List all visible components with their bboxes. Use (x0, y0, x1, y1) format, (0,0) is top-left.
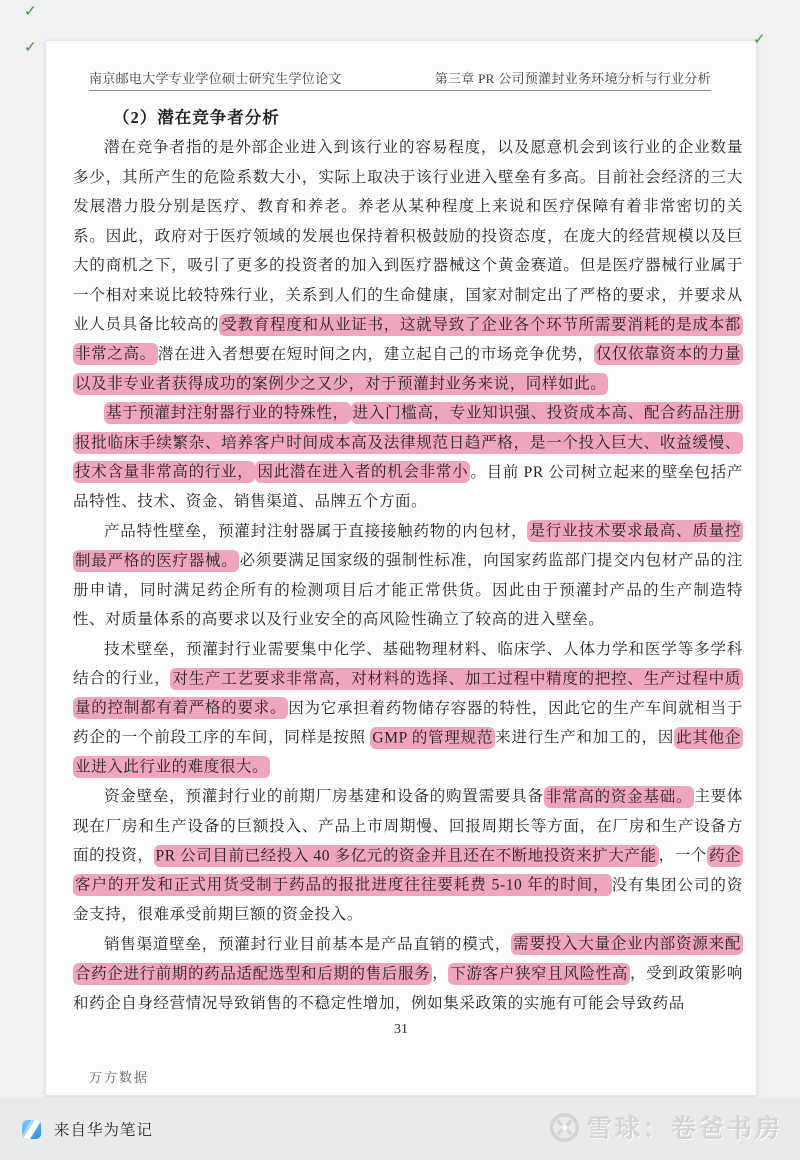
text-run: 没有集团公司的资金支持，很难承受前期巨额的资金投入。 (73, 876, 743, 923)
thesis-page (45, 40, 757, 1096)
text-run: 主要体现在厂房和生产设备的巨额投入、产品上市周期慢、回报周期长等方面，在厂房和生产设备方面的投资， (73, 788, 743, 864)
highlighted-text-run: 仅仅依靠资本的力量以及非专业者获得成功的案例少之又少，对于预灌封业务来说，同样如此。 (73, 343, 743, 395)
thesis-body-text (73, 133, 743, 1018)
paragraph (73, 930, 743, 1019)
highlighted-text-run: 需要投入大量企业内部资源来配合药企进行前期的药品适配选型和后期的售后服务 (73, 933, 743, 985)
pen-glyph (23, 1120, 41, 1139)
highlighted-text-run: 进入门槛高，专业知识强、投资成本高、配合药品注册报批临床手续繁杂、培养客户时间成本高及法律规范日趋严格，是一个投入巨大、收益缓慢、技术含量非常高的行业， (73, 402, 743, 483)
green-check-icon: ✓ (24, 38, 37, 56)
highlighted-text-run: PR 公司目前已经投入 40 多亿元的资金并且还在不断地投资来扩大产能 (154, 845, 659, 867)
highlighted-text-run: 此其他企业进入此行业的难度很大。 (73, 727, 743, 779)
highlighted-text-run: 是行业技术要求最高、质量控制最严格的医疗器械。 (73, 520, 743, 572)
text-run: 来进行生产和加工的，因 (495, 729, 675, 746)
source-label: 来自华为笔记 (54, 1122, 154, 1139)
highlighted-text-run: 药企客户的开发和正式用货受制于药品的报批进度往往要耗费 5-10 年的时间， (73, 845, 743, 897)
paragraph (73, 782, 743, 930)
header-left-title: 南京邮电大学专业学位硕士研究生学位论文 (89, 71, 342, 86)
highlighted-text-run: 非常高的资金基础。 (544, 786, 695, 808)
text-run: 潜在进入者想要在短时间之内，建立起自己的市场竞争优势， (157, 345, 594, 363)
paragraph (73, 517, 743, 635)
paragraph (73, 635, 743, 783)
paragraph (73, 399, 743, 517)
text-run: 资金壁垒，预灌封行业的前期厂房基建和设备的购置需要具备 (104, 788, 544, 805)
watermark-text: 雪球：卷爸书房 (586, 1115, 783, 1143)
text-run: 产品特性壁垒，预灌封注射器属于直接接触药物的内包材， (104, 522, 528, 540)
green-check-icon: ✓ (753, 30, 766, 48)
text-run: 因为它承担着药物储存容器的特性，因此它的生产车间就相当于药企的一个前段工序的车间，同样是按照 (73, 699, 743, 746)
text-run: 销售渠道壁垒，预灌封行业目前基本是产品直销的模式， (104, 935, 512, 953)
text-run: 。目前 PR 公司树立起来的壁垒包括产品特性、技术、资金、销售渠道、品牌五个方面。 (73, 463, 743, 510)
text-run: ，受到政策影响和药企自身经营情况导致销售的不稳定性增加，例如集采政策的实施有可能会导致药品 (73, 965, 743, 1012)
highlighted-text-run: 基于预灌封注射器行业的特殊性， (104, 402, 351, 424)
section-heading: （2）潜在竞争者分析 (113, 108, 280, 127)
highlighted-text-run: 下游客户狭窄且风险性高 (448, 963, 630, 985)
highlighted-text-run: 因此潜在进入者的机会非常小 (255, 461, 470, 483)
huawei-notes-icon (22, 1120, 41, 1139)
wanfang-data-mark: 万方数据 (89, 1070, 150, 1085)
text-run: 必须要满足国家级的强制性标准，向国家药监部门提交内包材产品的注册申请，同时满足药企所有的检测项目后才能正常供货。因此由于预灌封产品的生产制造特性、对质量体系的高要求以及行业安全的高风险性确立了较高的进入壁垒。 (73, 552, 743, 628)
header-right-title: 第三章 PR 公司预灌封业务环境分析与行业分析 (434, 71, 711, 86)
highlighted-text-run: 受教育程度和从业证书，这就导致了企业各个环节所需要消耗的是成本都非常之高。 (73, 314, 743, 366)
text-run: ，一个 (658, 847, 707, 864)
text-run: 潜在竞争者指的是外部企业进入到该行业的容易程度，以及愿意机会到该行业的企业数量多少，其所产生的危险系数大小，实际上取决于该行业进入壁垒有多高。目前社会经济的三大发展潜力股分别是医疗、教育和养老。养老从某种程度上来说和医疗保障有着非常密切的关系。因此，政府对于医疗领域的发展也保持着积极鼓励的投资态度，在庞大的经营规模以及巨大的商机之下，吸引了更多的投资者的加入到医疗器械这个黄金赛道。但是医疗器械行业属于一个相对来说比较特殊行业，关系到人们的生命健康，国家对制定出了严格的要求，并要求从业人员具备比较高的 (73, 139, 743, 333)
xueqiu-logo-icon (549, 1112, 580, 1143)
highlighted-text-run: 对生产工艺要求非常高，对材料的选择、加工过程中精度的把控、生产过程中质量的控制都有着严格的要求。 (73, 668, 743, 720)
text-run: 技术壁垒，预灌封行业需要集中化学、基础物理材料、临床学、人体力学和医学等多学科结合的行业， (73, 640, 743, 687)
text-run: ， (432, 965, 449, 982)
xueqiu-watermark (549, 1109, 783, 1145)
page-number: 31 (394, 1022, 408, 1037)
highlighted-text-run: GMP 的管理规范 (370, 727, 495, 749)
paragraph (73, 133, 743, 399)
running-header (89, 68, 711, 91)
green-check-icon: ✓ (24, 2, 37, 20)
